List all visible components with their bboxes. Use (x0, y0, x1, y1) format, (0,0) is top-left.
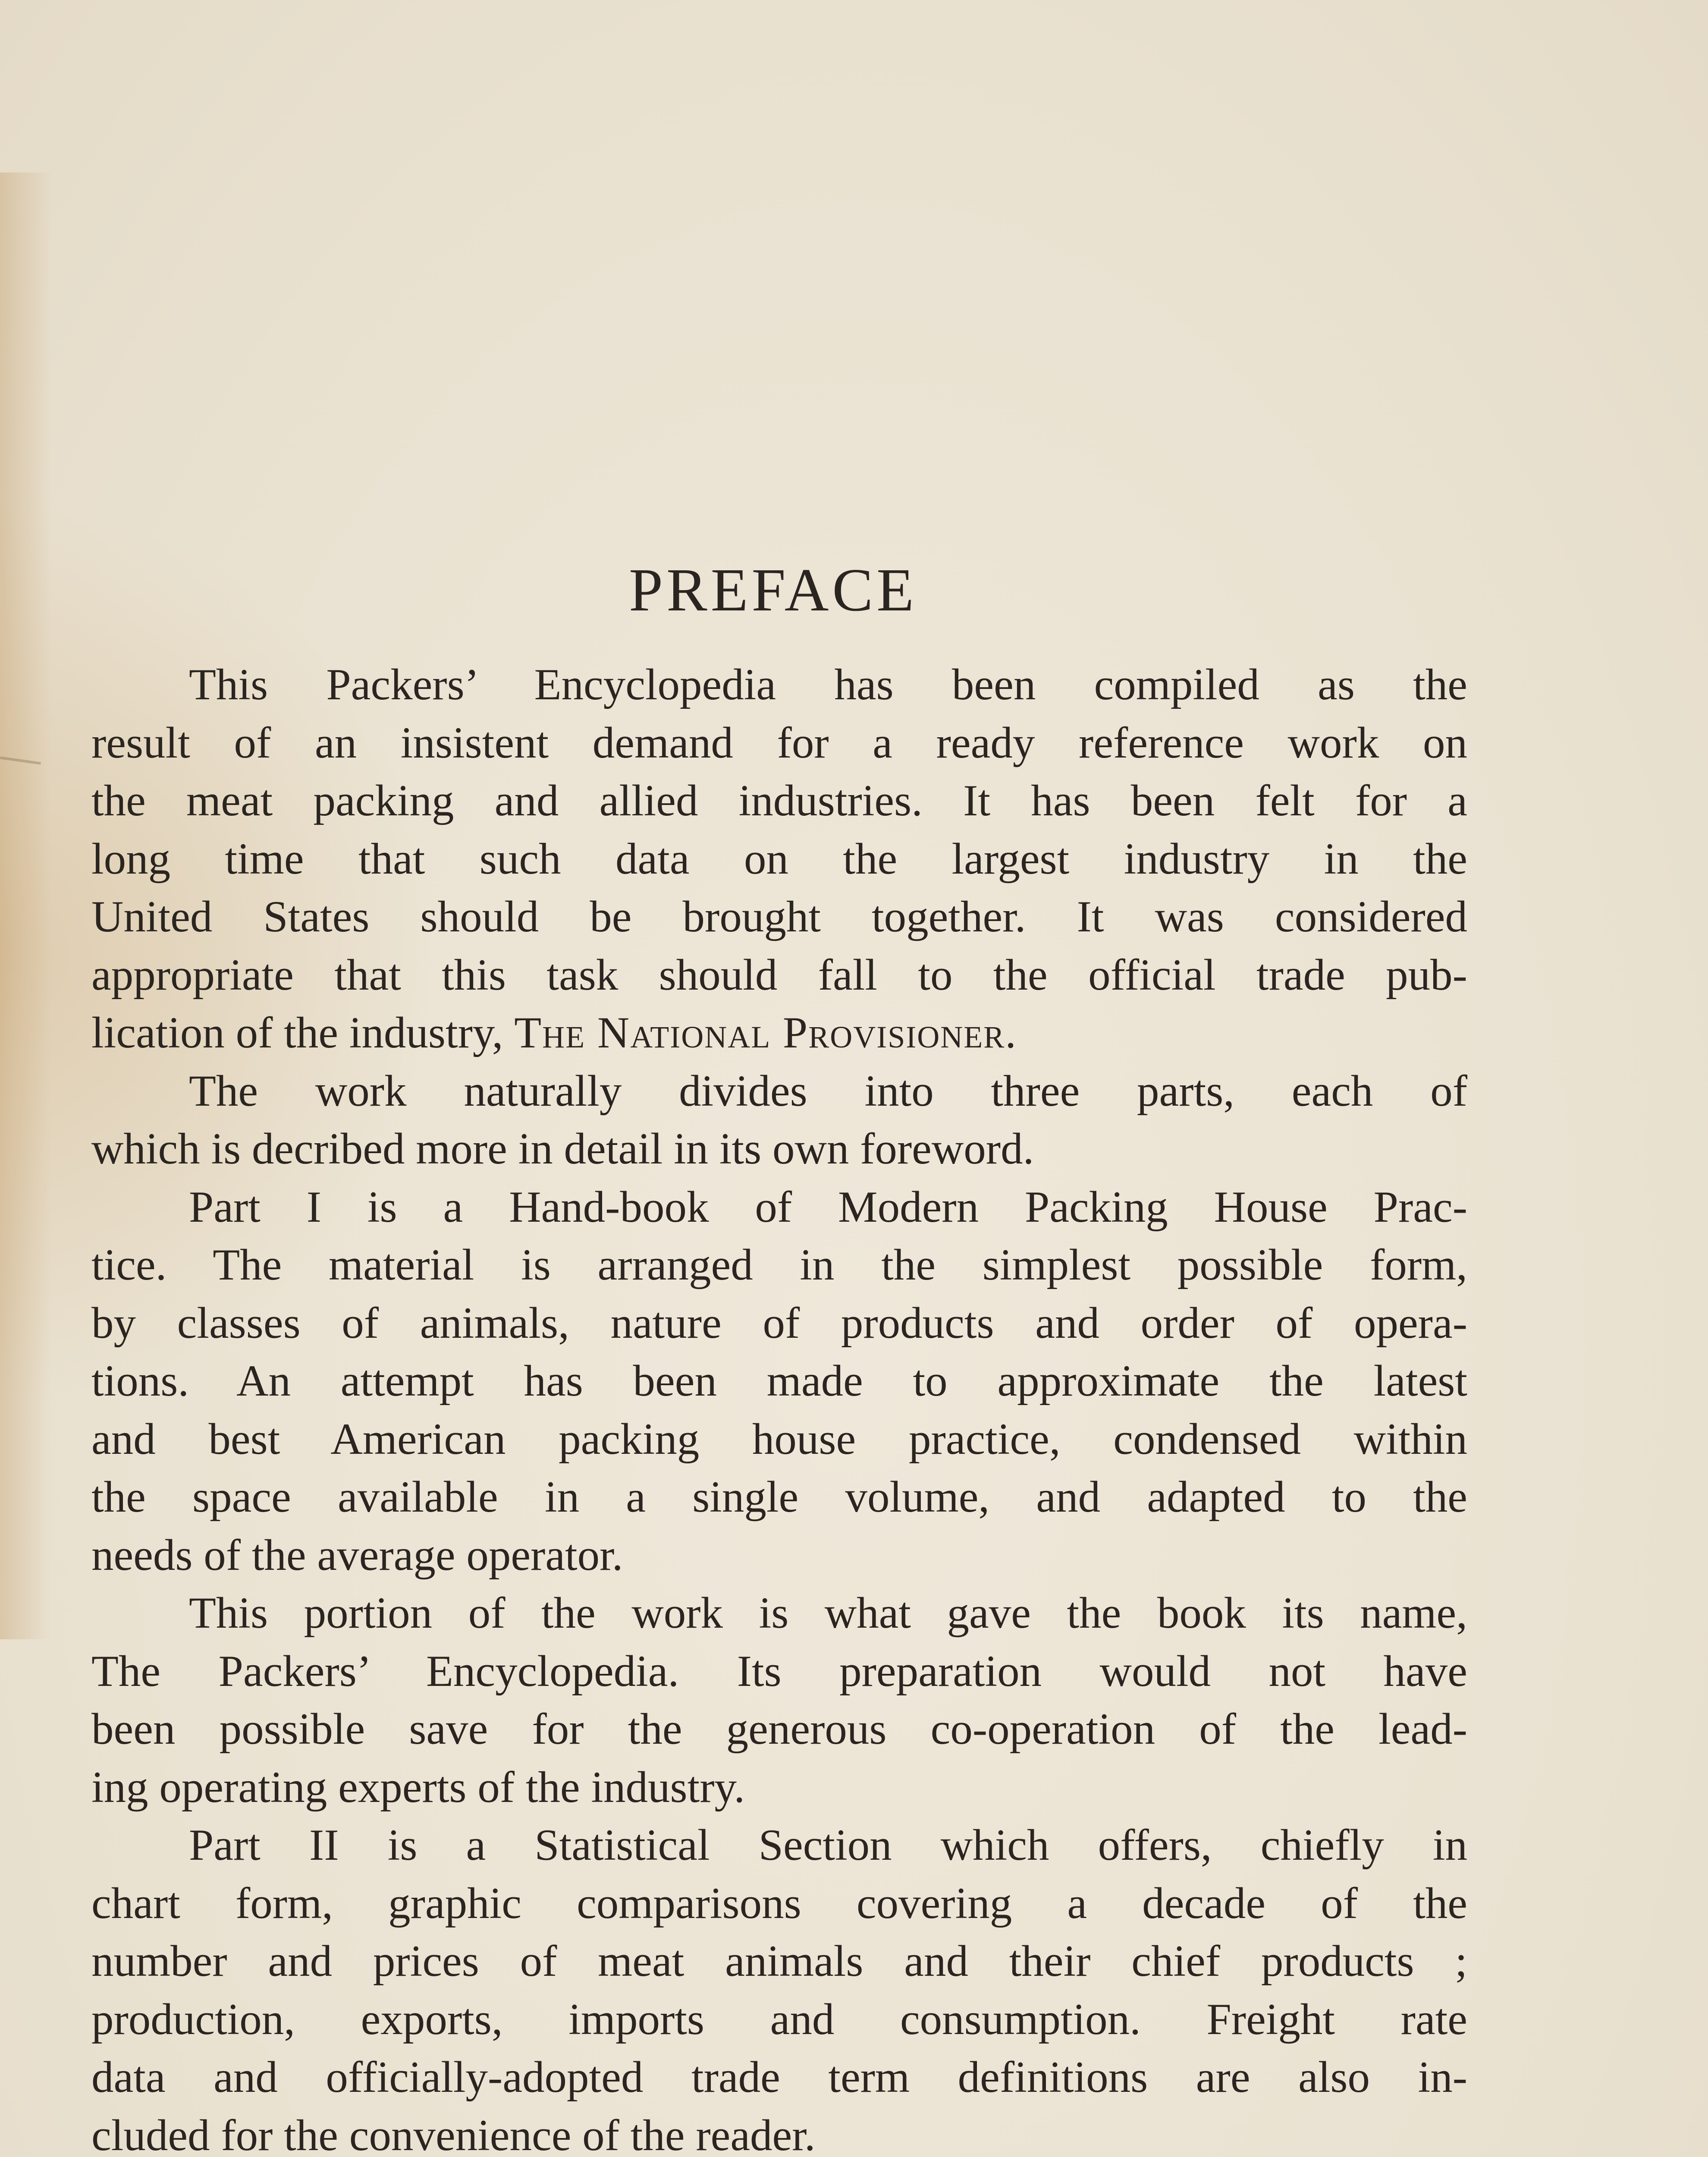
text-line: needs of the average operator. (91, 1530, 623, 1580)
paper-stain (0, 173, 52, 1639)
text-line: appropriate that this task should fall to the official trade pub- (91, 950, 1467, 1000)
text-line: United States should be brought together. It was considered (91, 892, 1467, 941)
text-line: Part I is a Hand-book of Modern Packing House Prac- (189, 1182, 1467, 1232)
text-line: long time that such data on the largest industry in the (91, 834, 1467, 884)
text-line: by classes of animals, nature of products and order of opera- (91, 1298, 1467, 1348)
text-line: result of an insistent demand for a ready reference work on (91, 718, 1467, 767)
text-line: This portion of the work is what gave the book its name, (189, 1588, 1467, 1638)
text-line: been possible save for the generous co-operation of the lead- (91, 1704, 1467, 1754)
preface-body (91, 656, 1467, 2157)
text-line: the meat packing and allied industries. It has been felt for a (91, 776, 1467, 825)
text-line: The Packers’ Encyclopedia. Its preparation would not have (91, 1646, 1467, 1696)
text-line: data and officially-adopted trade term definitions are also in- (91, 2053, 1467, 2102)
text-line: cluded for the convenience of the reader. (91, 2110, 816, 2157)
text-line: tice. The material is arranged in the simplest possible form, (91, 1240, 1467, 1289)
text-line: the space available in a single volume, and adapted to the (91, 1472, 1467, 1522)
text-line: and best American packing house practice, condensed within (91, 1414, 1467, 1464)
text-line: This Packers’ Encyclopedia has been compiled as the (189, 660, 1467, 709)
text-fragment: . (1005, 1008, 1016, 1057)
text-fragment: lication of the industry, (91, 1008, 515, 1057)
text-line (91, 1004, 1467, 1062)
text-line: The work naturally divides into three parts, each of (189, 1066, 1467, 1116)
text-line: tions. An attempt has been made to approximate the latest (91, 1356, 1467, 1406)
page-title: PREFACE (629, 556, 917, 624)
publication-name: The National Provisioner (514, 1008, 1005, 1057)
text-line: production, exports, imports and consumption. Freight rate (91, 1994, 1467, 2044)
text-line: Part II is a Statistical Section which offers, chiefly in (189, 1821, 1467, 1870)
text-line: ing operating experts of the industry. (91, 1762, 745, 1812)
text-line: number and prices of meat animals and their chief products ; (91, 1937, 1467, 1986)
text-line: chart form, graphic comparisons covering a decade of the (91, 1878, 1467, 1928)
text-line: which is decribed more in detail in its own foreword. (91, 1124, 1034, 1173)
